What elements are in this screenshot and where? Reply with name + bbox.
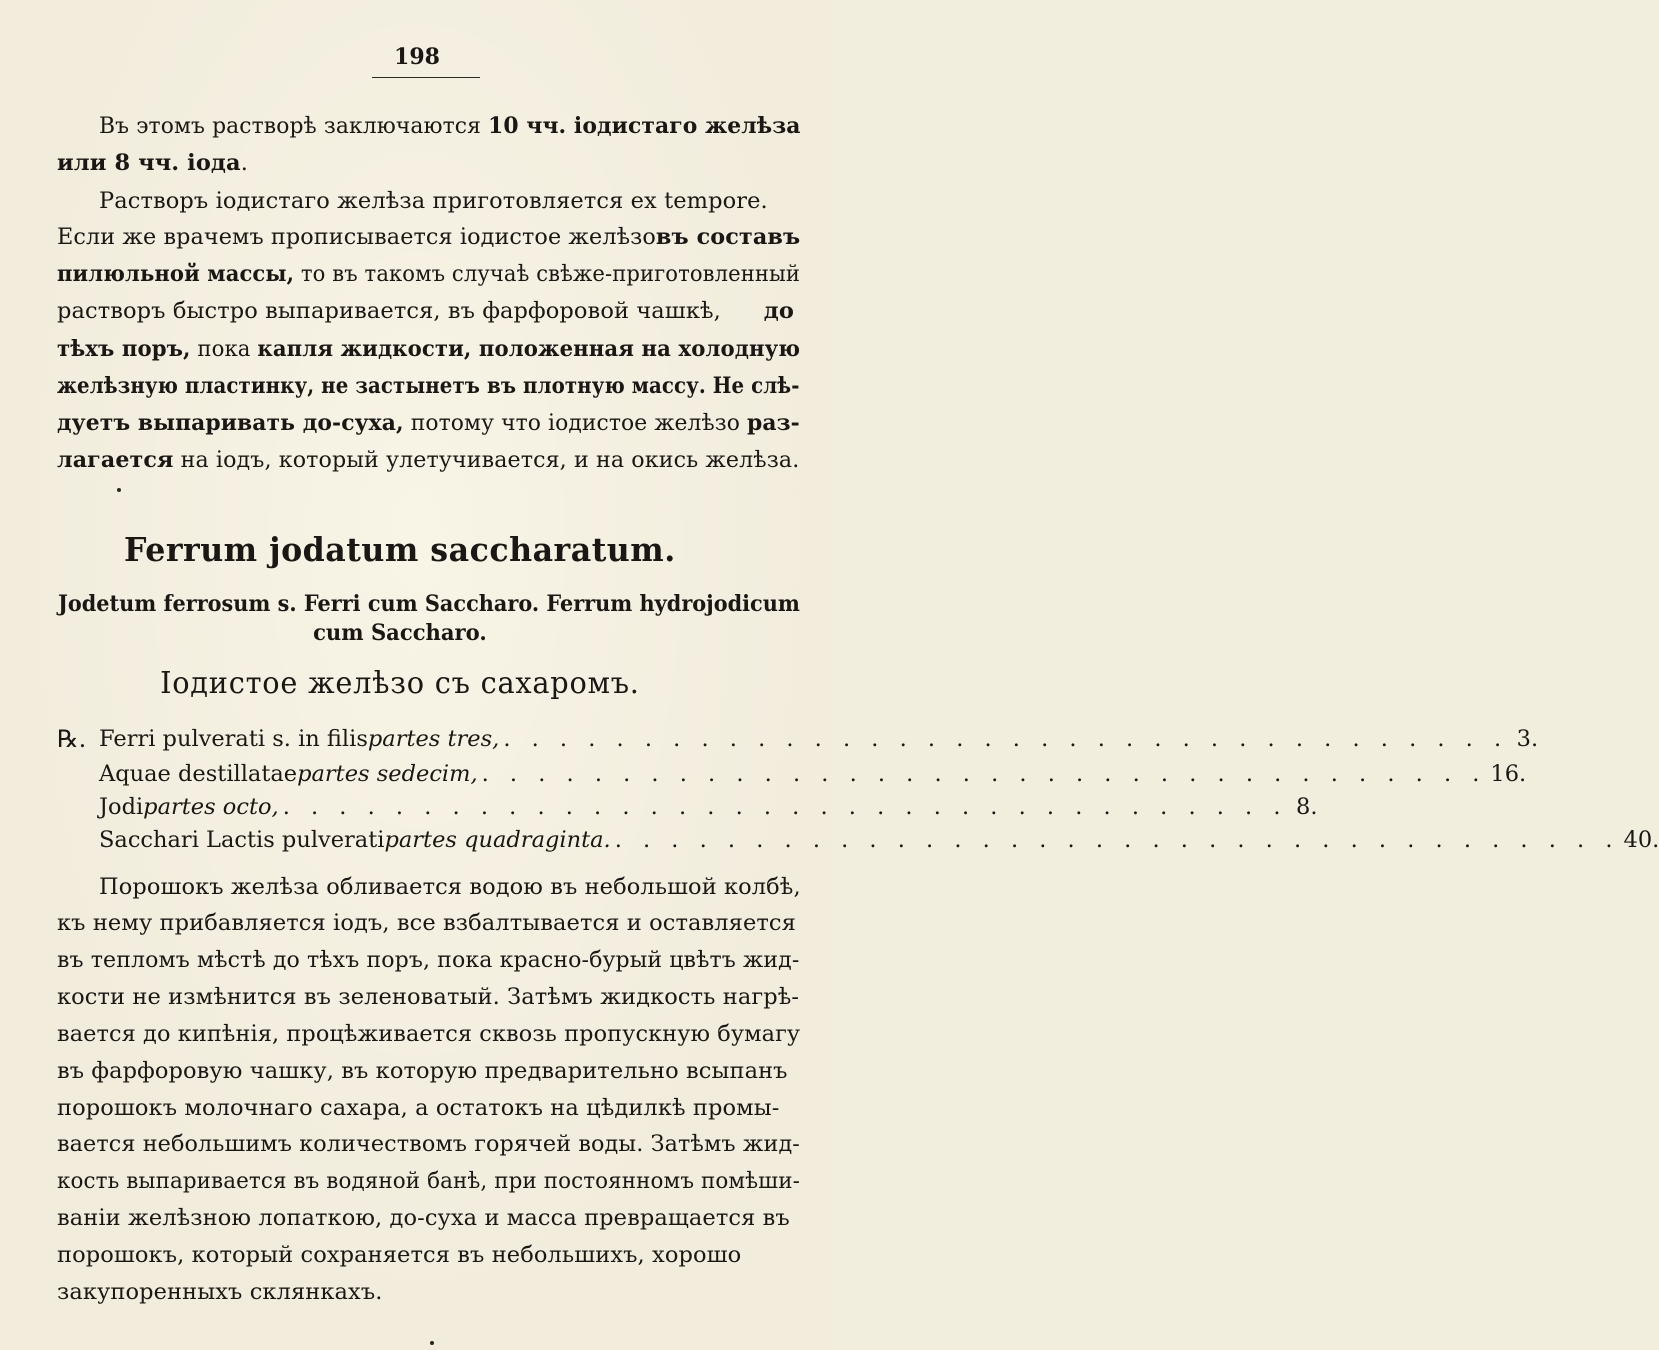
recipe-item-amount: partes sedecim, (297, 761, 478, 787)
recipe-item-amount: partes quadraginta. (384, 827, 611, 853)
recipe-item-name: Jodi (99, 794, 144, 820)
recipe-item-amount: partes octo, (143, 794, 279, 820)
print-speck (117, 488, 121, 492)
synonyms-line-2: cum Saccharo. (313, 620, 487, 646)
recipe-item (99, 723, 1539, 755)
recipe-item (99, 758, 1527, 790)
para2-line-2: Если же врачемъ прописывается іодистое желѣзо въ составъ (57, 224, 801, 250)
dot-leader: . . . . . . . . . . . . . . . . . . . . . . . . . . . . . . . . . . . . (614, 827, 1620, 853)
para2-line-3: пилюльной массы, то въ такомъ случаѣ свѣже-приготовленный (57, 261, 801, 287)
para2-line-4: растворъ быстро выпаривается, въ фарфоровой чашкѣ, до (57, 298, 794, 324)
para3-line-10: ваніи желѣзною лопаткою, до-суха и масса превращается въ (57, 1205, 790, 1231)
para3-line-6: въ фарфоровую чашку, въ которую предварительно всыпанъ (57, 1058, 788, 1084)
section-title: Ferrum jodatum saccharatum. (124, 530, 676, 569)
para1-line-1: Въ этомъ растворѣ заключаются 10 чч. іодистаго желѣза (99, 113, 801, 139)
page-number: 198 (394, 44, 440, 70)
recipe-item-quantity: 8. (1296, 794, 1318, 820)
para2-line-1: Растворъ іодистаго желѣза приготовляется ex tempore. (99, 188, 768, 214)
para3-line-8: вается небольшимъ количествомъ горячей воды. Затѣмъ жид- (57, 1131, 800, 1157)
para3-line-12: закупоренныхъ склянкахъ. (57, 1279, 383, 1305)
para2-line-5: тѣхъ поръ, пока капля жидкости, положенная на холодную (57, 336, 801, 362)
para3-line-9: кость выпаривается въ водяной банѣ, при постоянномъ помѣши- (57, 1168, 800, 1194)
recipe-item-name: Ferri pulverati s. in filis (99, 726, 368, 752)
dot-leader: . . . . . . . . . . . . . . . . . . . . . . . . . . . . . . . . . . . . (282, 794, 1288, 820)
print-speck (430, 1341, 434, 1345)
dot-leader: . . . . . . . . . . . . . . . . . . . . . . . . . . . . . . . . . . . . (481, 761, 1487, 787)
para3-line-3: въ тепломъ мѣстѣ до тѣхъ поръ, пока красно-бурый цвѣтъ жид- (57, 947, 800, 973)
recipe-item-name: Sacchari Lactis pulverati (99, 827, 385, 853)
para3-line-5: вается до кипѣнія, процѣживается сквозь пропускную бумагу (57, 1021, 801, 1047)
recipe-item-amount: partes tres, (367, 726, 500, 752)
para2-line-7: дуетъ выпаривать до-суха, потому что іодистое желѣзо раз- (57, 410, 800, 436)
recipe-symbol: ℞. (57, 725, 87, 753)
para1-line-2: или 8 чч. іода. (57, 150, 248, 176)
para3-line-11: порошокъ, который сохраняется въ небольшихъ, хорошо (57, 1242, 742, 1268)
para3-line-7: порошокъ молочнаго сахара, а остатокъ на цѣдилкѣ промы- (57, 1095, 780, 1121)
para2-line-8: лагается на іодъ, который улетучивается, и на окись желѣза. (57, 447, 800, 473)
para3-line-1: Порошокъ желѣза обливается водою въ небольшой колбѣ, (99, 874, 801, 900)
dot-leader: . . . . . . . . . . . . . . . . . . . . . . . . . . . . . . . . . . . . (503, 726, 1509, 752)
russian-title: Іодистое желѣзо съ сахаромъ. (160, 666, 640, 701)
para2-line-6: желѣзную пластинку, не застынетъ въ плотную массу. Не слѣ- (57, 373, 800, 399)
recipe-item (99, 791, 1318, 823)
recipe-item-quantity: 16. (1490, 761, 1527, 787)
recipe-item (99, 824, 1659, 856)
recipe-item-name: Aquae destillatae (99, 761, 298, 787)
header-rule (372, 77, 480, 78)
recipe-item-quantity: 3. (1516, 726, 1539, 752)
synonyms-line-1: Jodetum ferrosum s. Ferri cum Saccharo. Ferrum hydrojodicum (58, 591, 800, 617)
para3-line-2: къ нему прибавляется іодъ, все взбалтывается и оставляется (57, 910, 796, 936)
recipe-item-quantity: 40. (1623, 827, 1659, 853)
para3-line-4: кости не измѣнится въ зеленоватый. Затѣмъ жидкость нагрѣ- (57, 984, 800, 1010)
